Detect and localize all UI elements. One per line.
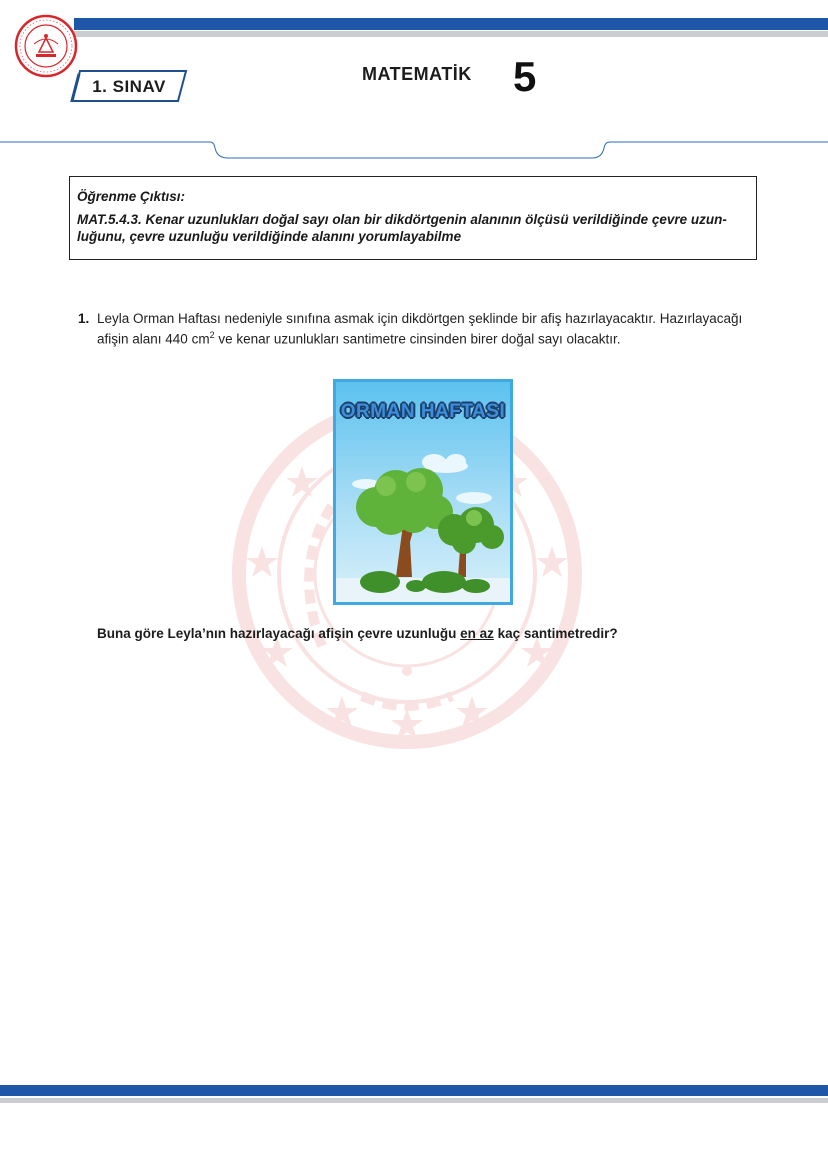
subject-title: MATEMATİK — [362, 64, 472, 84]
question-text-line-2 — [97, 330, 621, 347]
bottom-blue-stripe — [0, 1085, 828, 1096]
header-divider — [0, 136, 828, 168]
exam-label: 1. SINAV — [92, 77, 166, 96]
question-area-text: afişin alanı 440 cm — [97, 331, 210, 347]
poster-title: ORMAN HAFTASI — [340, 401, 506, 422]
top-blue-stripe — [74, 18, 828, 30]
grade-number: 5 — [513, 53, 537, 100]
ministry-logo — [14, 14, 78, 78]
bottom-gray-stripe — [0, 1098, 828, 1103]
learning-outcome-box — [69, 176, 757, 260]
learning-outcome-line-1: MAT.5.4.3. Kenar uzunlukları doğal sayı olan bir dikdörtgenin alanının ölçüsü verildiğinde çevre uzun- — [77, 212, 727, 227]
question-prompt — [97, 626, 618, 641]
question-prompt-start: Buna göre Leyla’nın hazırlayacağı afişin çevre uzunluğu — [97, 626, 461, 641]
question-text-line-1: Leyla Orman Haftası nedeniyle sınıfına asmak için dikdörtgen şeklinde bir afiş hazırlayacaktır. Hazırlayacağı — [97, 311, 743, 326]
learning-outcome-line-2: luğunu, çevre uzunluğu verildiğinde alanını yorumlayabilme — [77, 229, 462, 244]
question-side-text: ve kenar uzunlukları santimetre cinsinden birer doğal sayı olacaktır. — [214, 331, 621, 347]
forest-week-poster — [333, 379, 513, 605]
learning-outcome-text — [77, 211, 748, 245]
superscript-exponent: 2 — [209, 330, 215, 340]
learning-outcome-title: Öğrenme Çıktısı: — [77, 189, 186, 204]
top-gray-stripe — [74, 31, 828, 37]
question-number: 1. — [78, 311, 90, 326]
question-prompt-emphasis: en az — [460, 626, 494, 641]
question-prompt-end: kaç santimetredir? — [493, 626, 618, 641]
